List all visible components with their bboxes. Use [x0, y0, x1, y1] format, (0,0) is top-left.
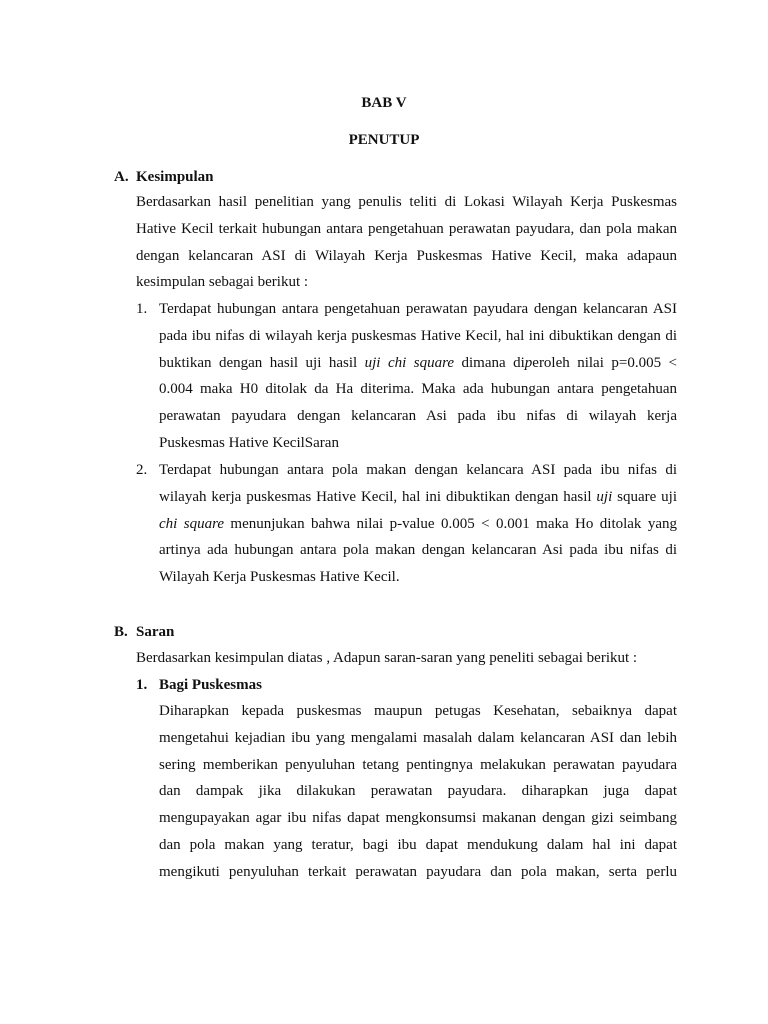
- paragraph-line: 0.004 maka H0 ditolak da Ha diterima. Maka ada hubungan antara pengetahuan: [159, 381, 677, 398]
- conclusion-item-1: [159, 296, 677, 457]
- paragraph-line: Terdapat hubungan antara pola makan dengan kelancara ASI pada ibu nifas di: [159, 462, 677, 478]
- section-b-title: Saran: [136, 624, 175, 640]
- paragraph-line: Wilayah Kerja Puskesmas Hative Kecil.: [159, 569, 400, 586]
- paragraph-line: dengan kelancaran ASI di Wilayah Kerja Puskesmas Hative Kecil, maka adapaun: [136, 247, 677, 264]
- paragraph-line: wilayah kerja puskesmas Hative Kecil, hal ini dibuktikan dengan hasil uji square uji: [159, 488, 678, 505]
- paragraph-line: Hative Kecil terkait hubungan antara pengetahuan perawatan payudara, dan pola makan: [136, 220, 677, 237]
- list-item-number: 1.: [136, 301, 148, 317]
- section-a-title: Kesimpulan: [136, 169, 214, 185]
- chapter-label: BAB V: [361, 95, 407, 111]
- chapter-title: PENUTUP: [348, 132, 420, 148]
- paragraph-line: dan pola makan yang teratur, bagi ibu dapat mendukung dalam hal ini dapat: [159, 836, 677, 853]
- paragraph-line: pada ibu nifas di wilayah kerja puskesmas Hative Kecil, hal ini dibuktikan dengan di: [159, 327, 677, 344]
- section-a-letter: A.: [114, 169, 129, 185]
- paragraph-line: chi square menunjukan bahwa nilai p-value 0.005 < 0.001 maka Ho ditolak yang: [159, 515, 677, 532]
- section-b-letter: B.: [114, 624, 128, 640]
- paragraph-line: mengupayakan agar ibu nifas dapat mengkonsumsi makanan dengan gizi seimbang: [159, 810, 677, 827]
- paragraph-line: buktikan dengan hasil uji hasil uji chi square dimana diperoleh nilai p=0.005 <: [159, 354, 677, 371]
- paragraph-line: mengetahui kejadian ibu yang mengalami masalah dalam kelancaran ASI dan lebih: [159, 729, 677, 746]
- section-b-intro: [136, 645, 677, 672]
- paragraph-line: dan dampak jika dilakukan perawatan payudara. diharapkan juga dapat: [159, 783, 677, 800]
- paragraph-line: perawatan payudara dengan kelancaran Asi pada ibu nifas di wilayah kerja: [159, 408, 677, 425]
- paragraph-line: Terdapat hubungan antara pengetahuan perawatan payudara dengan kelancaran ASI: [159, 301, 677, 317]
- paragraph-line: Puskesmas Hative KecilSaran: [159, 434, 339, 451]
- conclusion-item-2: [159, 457, 677, 591]
- paragraph-line: sering memberikan penyuluhan tetang pentingnya melakukan perawatan payudara: [159, 756, 677, 773]
- paragraph-line: kesimpulan sebagai berikut :: [136, 274, 309, 291]
- suggestion-item-1: [159, 698, 677, 886]
- list-item-number: 1.: [136, 677, 148, 693]
- section-a-intro: [136, 189, 677, 296]
- paragraph-line: Berdasarkan kesimpulan diatas , Adapun saran-saran yang peneliti sebagai berikut :: [136, 650, 638, 666]
- suggestion-title: Bagi Puskesmas: [159, 677, 262, 693]
- paragraph-line: mengikuti penyuluhan terkait perawatan payudara dan pola makan, serta perlu: [159, 863, 677, 880]
- list-item-number: 2.: [136, 462, 148, 478]
- paragraph-line: Diharapkan kepada puskesmas maupun petugas Kesehatan, sebaiknya dapat: [159, 703, 677, 719]
- paragraph-line: Berdasarkan hasil penelitian yang penulis teliti di Lokasi Wilayah Kerja Puskesmas: [136, 194, 677, 210]
- paragraph-line: artinya ada hubungan antara pola makan dengan kelancaran Asi pada ibu nifas di: [159, 542, 677, 559]
